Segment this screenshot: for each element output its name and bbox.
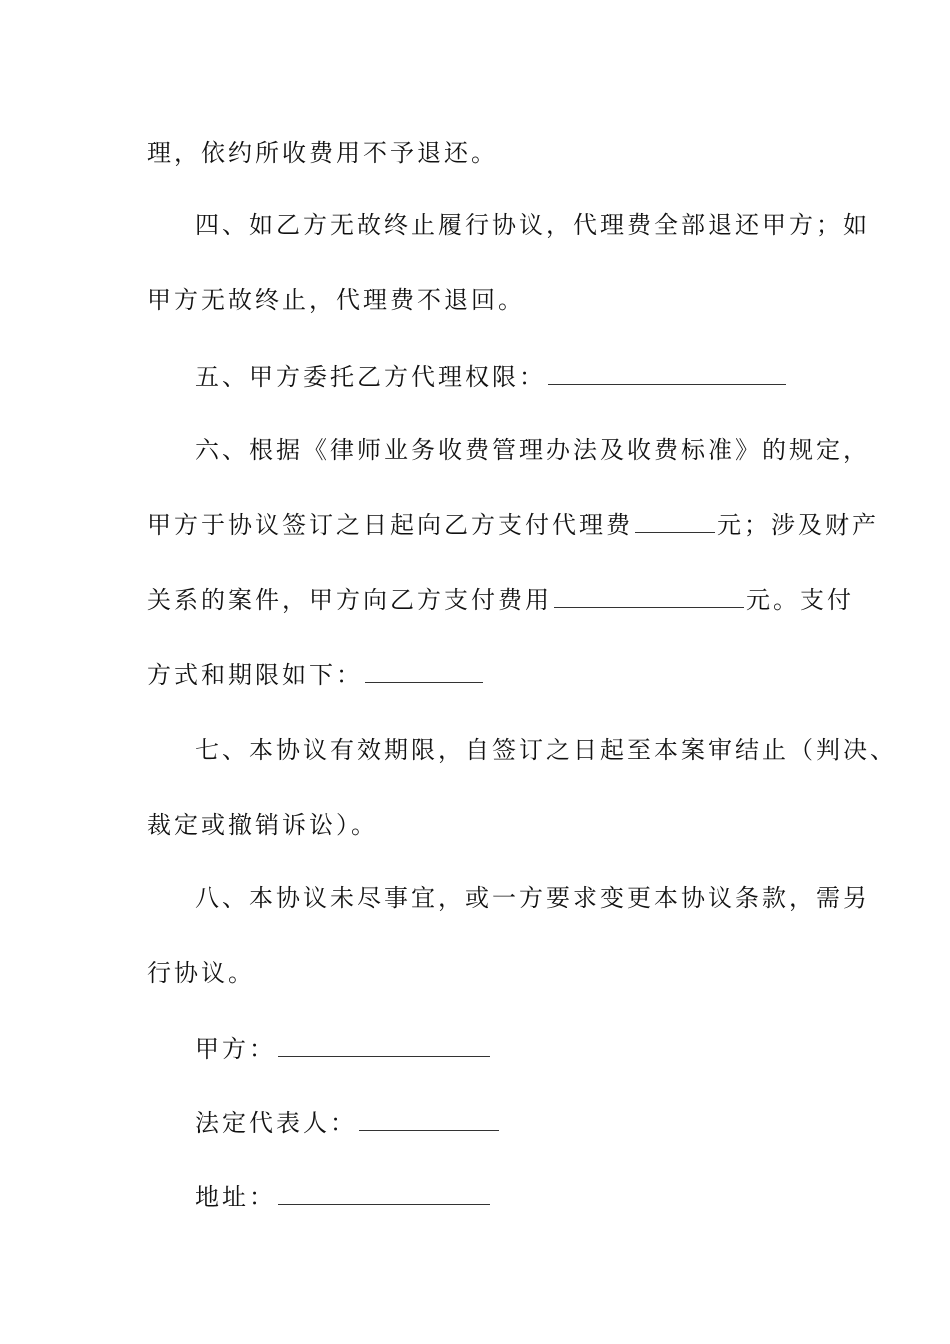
address-line [195, 1182, 492, 1212]
line-text: 关系的案件，甲方向乙方支付费用 [147, 586, 552, 614]
clause-six-line [195, 435, 870, 465]
clause-seven-line [195, 735, 897, 765]
paragraph-line [147, 510, 879, 540]
line-text: 五、甲方委托乙方代理权限： [195, 363, 546, 391]
line-text: 方式和期限如下： [147, 661, 363, 689]
line-text: 四、如乙方无故终止履行协议，代理费全部退还甲方；如 [195, 211, 870, 239]
paragraph-line [147, 585, 854, 615]
line-text: 法定代表人： [195, 1109, 357, 1137]
line-text: 甲方于协议签订之日起向乙方支付代理费 [147, 511, 633, 539]
legal-representative-blank-field[interactable] [359, 1108, 499, 1131]
payment-terms-blank-field[interactable] [365, 660, 483, 683]
paragraph-line [147, 285, 525, 315]
line-text: 地址： [195, 1183, 276, 1211]
line-text: 元。支付 [746, 586, 854, 614]
line-text: 六、根据《律师业务收费管理办法及收费标准》的规定， [195, 436, 870, 464]
legal-representative-line [195, 1108, 501, 1138]
line-text: 八、本协议未尽事宜，或一方要求变更本协议条款，需另 [195, 884, 870, 912]
property-fee-blank-field[interactable] [554, 585, 744, 608]
party-a-line [195, 1034, 492, 1064]
line-text: 行协议。 [147, 959, 255, 987]
line-text: 理，依约所收费用不予退还。 [147, 139, 498, 167]
clause-four-line [195, 210, 870, 240]
line-text: 元；涉及财产 [717, 511, 879, 539]
line-text: 甲方： [195, 1035, 276, 1063]
paragraph-line [147, 660, 485, 690]
clause-five-line [195, 362, 788, 392]
line-text: 甲方无故终止，代理费不退回。 [147, 286, 525, 314]
line-text: 七、本协议有效期限，自签订之日起至本案审结止（判决、 [195, 736, 897, 764]
paragraph-line [147, 810, 378, 840]
address-blank-field[interactable] [278, 1182, 490, 1205]
line-text: 裁定或撤销诉讼）。 [147, 811, 378, 839]
party-a-blank-field[interactable] [278, 1034, 490, 1057]
authority-blank-field[interactable] [548, 362, 786, 385]
paragraph-line [147, 958, 255, 988]
clause-eight-line [195, 883, 870, 913]
agency-fee-blank-field[interactable] [635, 510, 715, 533]
paragraph-line [147, 138, 498, 168]
